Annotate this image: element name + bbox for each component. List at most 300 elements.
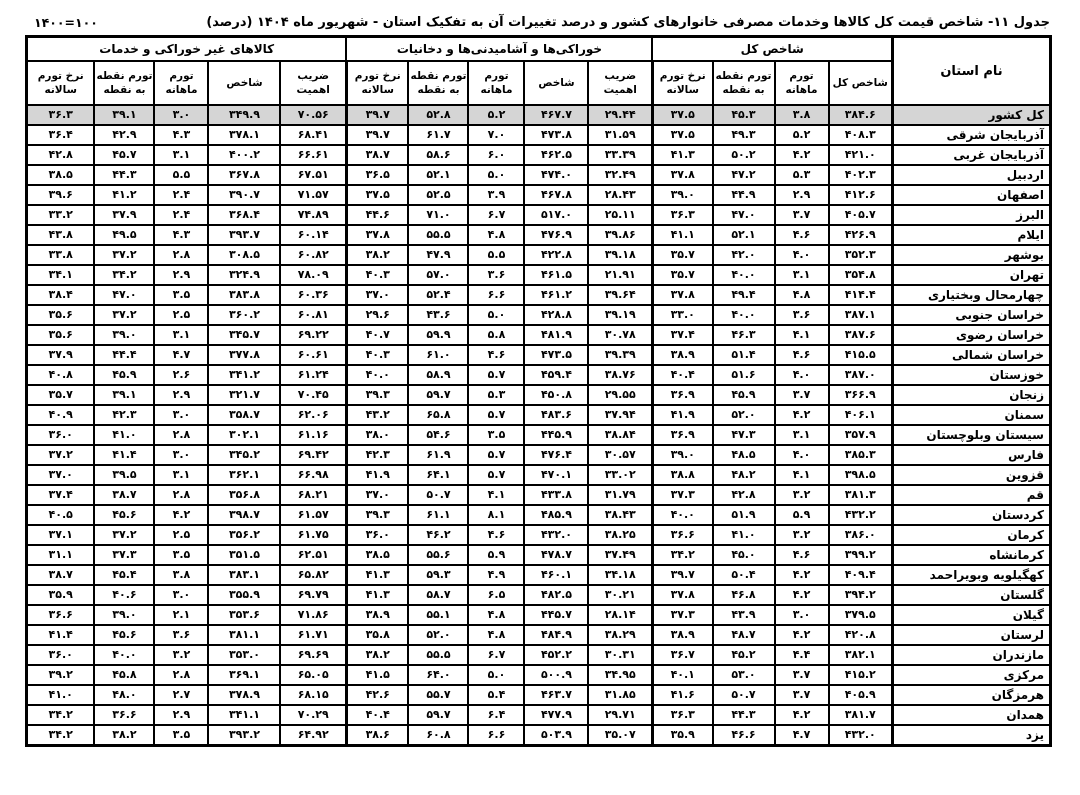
cell-total-annual: ۴۱.۱ <box>652 225 712 245</box>
cell-nonfood-weight: ۶۶.۶۱ <box>280 145 346 165</box>
cell-food-monthly: ۵.۲ <box>468 105 524 125</box>
cell-food-annual: ۳۹.۳ <box>346 385 408 405</box>
cell-total-index: ۳۵۴.۸ <box>829 265 893 285</box>
cell-food-p2p: ۴۶.۲ <box>408 525 468 545</box>
cell-food-index: ۴۵۰.۸ <box>524 385 588 405</box>
table-row <box>26 465 1050 485</box>
province-column-header: نام استان <box>893 37 1051 106</box>
cell-food-p2p: ۵۹.۷ <box>408 705 468 725</box>
cell-nonfood-monthly: ۲.۸ <box>154 665 208 685</box>
cell-food-monthly: ۸.۱ <box>468 505 524 525</box>
cell-total-p2p: ۴۴.۳ <box>713 705 775 725</box>
cell-total-index: ۳۸۴.۶ <box>829 105 893 125</box>
cell-nonfood-annual: ۳۶.۳ <box>26 105 94 125</box>
cell-food-index: ۴۷۴.۰ <box>524 165 588 185</box>
cell-food-annual: ۴۲.۶ <box>346 685 408 705</box>
cell-food-annual: ۳۶.۰ <box>346 525 408 545</box>
cell-food-monthly: ۵.۰ <box>468 305 524 325</box>
cell-total-p2p: ۵۰.۷ <box>713 685 775 705</box>
cell-total-index: ۳۹۴.۲ <box>829 585 893 605</box>
cell-food-weight: ۳۹.۱۸ <box>588 245 652 265</box>
cell-nonfood-monthly: ۵.۵ <box>154 165 208 185</box>
cell-total-p2p: ۴۷.۰ <box>713 205 775 225</box>
cell-nonfood-annual: ۳۷.۲ <box>26 445 94 465</box>
cell-total-monthly: ۵.۹ <box>775 505 829 525</box>
table-row <box>26 485 1050 505</box>
col-header-line1: تورم نقطه <box>96 69 153 82</box>
cell-food-p2p: ۵۸.۷ <box>408 585 468 605</box>
cell-food-weight: ۲۹.۴۴ <box>588 105 652 125</box>
cell-food-index: ۴۴۵.۷ <box>524 605 588 625</box>
cell-nonfood-annual: ۳۷.۹ <box>26 345 94 365</box>
cell-total-index: ۴۰۵.۷ <box>829 205 893 225</box>
cell-food-index: ۴۷۰.۱ <box>524 465 588 485</box>
cell-nonfood-weight: ۶۰.۶۱ <box>280 345 346 365</box>
cell-nonfood-annual: ۳۸.۴ <box>26 285 94 305</box>
cell-nonfood-weight: ۶۷.۵۱ <box>280 165 346 185</box>
table-row <box>26 545 1050 565</box>
cell-nonfood-monthly: ۳.۱ <box>154 465 208 485</box>
table-row <box>26 445 1050 465</box>
cell-nonfood-monthly: ۲.۶ <box>154 365 208 385</box>
cell-food-monthly: ۵.۵ <box>468 245 524 265</box>
cell-nonfood-annual: ۳۷.۰ <box>26 465 94 485</box>
col-header-0-3 <box>652 61 712 105</box>
cell-food-p2p: ۵۲.۸ <box>408 105 468 125</box>
cell-nonfood-index: ۳۸۱.۱ <box>208 625 280 645</box>
cell-food-weight: ۳۹.۸۶ <box>588 225 652 245</box>
cell-total-monthly: ۳.۸ <box>775 105 829 125</box>
cell-nonfood-monthly: ۲.۹ <box>154 705 208 725</box>
cell-food-monthly: ۵.۹ <box>468 545 524 565</box>
cell-nonfood-monthly: ۳.۵ <box>154 545 208 565</box>
province-name: کهگیلویه وبویراحمد <box>893 565 1051 585</box>
cell-nonfood-p2p: ۴۵.۶ <box>94 505 154 525</box>
cell-total-index: ۴۱۵.۵ <box>829 345 893 365</box>
col-header-line2: سالانه <box>361 84 394 96</box>
cell-food-weight: ۳۹.۶۴ <box>588 285 652 305</box>
cell-food-annual: ۴۳.۲ <box>346 405 408 425</box>
cell-food-monthly: ۴.۸ <box>468 225 524 245</box>
cell-food-annual: ۲۹.۶ <box>346 305 408 325</box>
cell-food-p2p: ۵۲.۵ <box>408 185 468 205</box>
cell-food-p2p: ۵۹.۷ <box>408 385 468 405</box>
cell-total-annual: ۳۸.۸ <box>652 465 712 485</box>
cell-food-annual: ۴۰.۰ <box>346 365 408 385</box>
cell-nonfood-monthly: ۳.۰ <box>154 105 208 125</box>
cell-total-p2p: ۴۵.۹ <box>713 385 775 405</box>
cell-food-p2p: ۵۹.۹ <box>408 325 468 345</box>
cell-food-weight: ۳۳.۳۹ <box>588 145 652 165</box>
table-row <box>26 605 1050 625</box>
province-name: البرز <box>893 205 1051 225</box>
cell-nonfood-annual: ۴۰.۸ <box>26 365 94 385</box>
cell-nonfood-p2p: ۳۹.۰ <box>94 325 154 345</box>
cell-nonfood-monthly: ۳.۱ <box>154 325 208 345</box>
cell-nonfood-weight: ۶۴.۹۲ <box>280 725 346 746</box>
cell-nonfood-p2p: ۴۱.۰ <box>94 425 154 445</box>
cell-total-monthly: ۳.۱ <box>775 265 829 285</box>
cell-nonfood-weight: ۷۰.۲۹ <box>280 705 346 725</box>
province-name: فارس <box>893 445 1051 465</box>
cell-food-index: ۵۱۷.۰ <box>524 205 588 225</box>
col-header-line2: به نقطه <box>417 84 460 96</box>
cell-total-annual: ۳۵.۷ <box>652 245 712 265</box>
cell-food-weight: ۲۹.۵۵ <box>588 385 652 405</box>
cell-total-annual: ۳۹.۰ <box>652 445 712 465</box>
cell-food-annual: ۴۰.۴ <box>346 705 408 725</box>
cell-food-p2p: ۴۷.۹ <box>408 245 468 265</box>
cell-food-weight: ۳۷.۴۹ <box>588 545 652 565</box>
cell-nonfood-index: ۳۶۹.۱ <box>208 665 280 685</box>
cell-food-monthly: ۵.۷ <box>468 405 524 425</box>
table-row <box>26 285 1050 305</box>
cell-total-annual: ۳۶.۶ <box>652 525 712 545</box>
cell-food-p2p: ۵۲.۰ <box>408 625 468 645</box>
col-header-1-1 <box>524 61 588 105</box>
cell-nonfood-monthly: ۴.۳ <box>154 125 208 145</box>
cell-nonfood-annual: ۳۴.۲ <box>26 705 94 725</box>
cell-nonfood-p2p: ۴۵.۷ <box>94 145 154 165</box>
cell-nonfood-weight: ۶۰.۳۶ <box>280 285 346 305</box>
group-header-2: کالاهای غیر خوراکی و خدمات <box>26 37 346 62</box>
cell-nonfood-p2p: ۴۵.۴ <box>94 565 154 585</box>
cell-total-monthly: ۴.۲ <box>775 565 829 585</box>
col-header-2-0 <box>280 61 346 105</box>
province-name: قم <box>893 485 1051 505</box>
col-header-2-1 <box>208 61 280 105</box>
cell-nonfood-monthly: ۲.۵ <box>154 305 208 325</box>
cell-total-monthly: ۴.۰ <box>775 445 829 465</box>
cell-total-p2p: ۴۹.۴ <box>713 285 775 305</box>
cell-food-index: ۴۷۳.۵ <box>524 345 588 365</box>
cell-nonfood-monthly: ۲.۱ <box>154 605 208 625</box>
cell-nonfood-monthly: ۳.۱ <box>154 145 208 165</box>
cell-total-p2p: ۵۳.۰ <box>713 665 775 685</box>
cell-food-weight: ۳۰.۳۱ <box>588 645 652 665</box>
cell-food-weight: ۲۹.۷۱ <box>588 705 652 725</box>
cell-food-p2p: ۵۴.۶ <box>408 425 468 445</box>
cell-total-p2p: ۴۷.۲ <box>713 165 775 185</box>
cell-food-monthly: ۴.۶ <box>468 345 524 365</box>
cell-total-index: ۳۹۸.۵ <box>829 465 893 485</box>
cell-food-annual: ۴۰.۳ <box>346 345 408 365</box>
cell-nonfood-index: ۳۹۸.۷ <box>208 505 280 525</box>
table-row <box>26 525 1050 545</box>
cell-nonfood-monthly: ۳.۶ <box>154 625 208 645</box>
table-row <box>26 125 1050 145</box>
cell-food-weight: ۳۰.۲۱ <box>588 585 652 605</box>
cell-nonfood-annual: ۳۱.۱ <box>26 545 94 565</box>
cell-nonfood-index: ۳۹۳.۲ <box>208 725 280 746</box>
cell-total-monthly: ۳.۶ <box>775 305 829 325</box>
cell-total-index: ۴۱۲.۶ <box>829 185 893 205</box>
cell-nonfood-p2p: ۳۷.۲ <box>94 305 154 325</box>
cell-nonfood-p2p: ۴۱.۴ <box>94 445 154 465</box>
cell-nonfood-index: ۳۷۸.۹ <box>208 685 280 705</box>
cell-food-monthly: ۴.۸ <box>468 605 524 625</box>
cell-food-p2p: ۵۰.۷ <box>408 485 468 505</box>
cell-food-index: ۴۸۴.۹ <box>524 625 588 645</box>
cell-nonfood-monthly: ۲.۸ <box>154 245 208 265</box>
cell-nonfood-weight: ۷۰.۴۵ <box>280 385 346 405</box>
cell-total-index: ۳۸۱.۳ <box>829 485 893 505</box>
cell-total-index: ۳۸۱.۷ <box>829 705 893 725</box>
col-header-line1: تورم <box>169 69 194 82</box>
cell-nonfood-p2p: ۴۵.۸ <box>94 665 154 685</box>
cell-food-index: ۴۶۳.۷ <box>524 685 588 705</box>
cell-nonfood-p2p: ۴۲.۹ <box>94 125 154 145</box>
cell-food-weight: ۳۸.۸۴ <box>588 425 652 445</box>
cell-food-monthly: ۶.۶ <box>468 285 524 305</box>
cell-nonfood-p2p: ۴۴.۳ <box>94 165 154 185</box>
cell-food-weight: ۳۴.۱۸ <box>588 565 652 585</box>
cell-food-p2p: ۶۴.۰ <box>408 665 468 685</box>
cell-food-monthly: ۵.۷ <box>468 465 524 485</box>
cell-total-index: ۴۰۵.۹ <box>829 685 893 705</box>
col-header-line1: شاخص کل <box>832 76 888 89</box>
cell-nonfood-annual: ۴۱.۰ <box>26 685 94 705</box>
cell-total-monthly: ۴.۰ <box>775 365 829 385</box>
col-header-line2: ماهانه <box>785 84 818 96</box>
col-header-line2: سالانه <box>44 84 77 96</box>
cell-total-annual: ۳۵.۹ <box>652 725 712 746</box>
cell-nonfood-weight: ۶۱.۲۴ <box>280 365 346 385</box>
province-name: آذربایجان شرقی <box>893 125 1051 145</box>
province-name: خوزستان <box>893 365 1051 385</box>
cell-nonfood-monthly: ۳.۲ <box>154 645 208 665</box>
cell-food-weight: ۳۴.۹۵ <box>588 665 652 685</box>
cell-food-weight: ۳۸.۲۵ <box>588 525 652 545</box>
cell-total-annual: ۴۰.۱ <box>652 665 712 685</box>
cell-food-annual: ۳۸.۹ <box>346 605 408 625</box>
cell-total-annual: ۳۷.۵ <box>652 125 712 145</box>
cell-nonfood-weight: ۷۱.۵۷ <box>280 185 346 205</box>
cell-nonfood-p2p: ۴۵.۶ <box>94 625 154 645</box>
cell-food-annual: ۳۹.۷ <box>346 105 408 125</box>
province-name: همدان <box>893 705 1051 725</box>
cell-food-annual: ۴۱.۳ <box>346 565 408 585</box>
cell-food-weight: ۳۱.۷۹ <box>588 485 652 505</box>
cell-total-annual: ۴۰.۴ <box>652 365 712 385</box>
province-name: اردبیل <box>893 165 1051 185</box>
table-row <box>26 165 1050 185</box>
cell-nonfood-index: ۳۰۲.۱ <box>208 425 280 445</box>
cell-food-monthly: ۵.۷ <box>468 445 524 465</box>
cell-food-index: ۴۶۱.۲ <box>524 285 588 305</box>
province-name: سیستان وبلوچستان <box>893 425 1051 445</box>
cell-total-annual: ۳۸.۹ <box>652 345 712 365</box>
cell-total-annual: ۴۱.۶ <box>652 685 712 705</box>
cell-nonfood-weight: ۶۹.۴۲ <box>280 445 346 465</box>
cell-total-p2p: ۴۶.۶ <box>713 725 775 746</box>
cell-nonfood-monthly: ۲.۸ <box>154 485 208 505</box>
cell-total-monthly: ۴.۲ <box>775 145 829 165</box>
cell-nonfood-p2p: ۳۷.۲ <box>94 525 154 545</box>
cell-total-index: ۳۵۷.۹ <box>829 425 893 445</box>
cell-food-annual: ۳۸.۲ <box>346 645 408 665</box>
cell-nonfood-weight: ۶۹.۲۲ <box>280 325 346 345</box>
cell-nonfood-annual: ۳۶.۰ <box>26 425 94 445</box>
cell-food-monthly: ۵.۴ <box>468 685 524 705</box>
cell-nonfood-p2p: ۴۲.۳ <box>94 405 154 425</box>
province-name: چهارمحال وبختیاری <box>893 285 1051 305</box>
table-row <box>26 565 1050 585</box>
cell-food-index: ۴۷۳.۸ <box>524 125 588 145</box>
cell-nonfood-weight: ۷۴.۸۹ <box>280 205 346 225</box>
cell-total-index: ۴۰۸.۳ <box>829 125 893 145</box>
cell-nonfood-p2p: ۴۸.۰ <box>94 685 154 705</box>
cell-food-monthly: ۶.۶ <box>468 725 524 746</box>
cell-total-monthly: ۳.۲ <box>775 485 829 505</box>
cell-nonfood-monthly: ۳.۰ <box>154 585 208 605</box>
cell-nonfood-p2p: ۴۴.۴ <box>94 345 154 365</box>
cell-total-index: ۳۸۷.۰ <box>829 365 893 385</box>
col-header-0-2 <box>713 61 775 105</box>
col-header-0-1 <box>775 61 829 105</box>
cell-nonfood-p2p: ۳۷.۹ <box>94 205 154 225</box>
cell-food-weight: ۳۸.۴۳ <box>588 505 652 525</box>
cell-nonfood-annual: ۳۶.۴ <box>26 125 94 145</box>
cell-nonfood-index: ۳۸۳.۸ <box>208 285 280 305</box>
cell-total-p2p: ۵۲.۱ <box>713 225 775 245</box>
cell-food-weight: ۳۸.۲۹ <box>588 625 652 645</box>
cell-nonfood-weight: ۶۵.۰۵ <box>280 665 346 685</box>
cell-food-index: ۴۵۲.۲ <box>524 645 588 665</box>
col-header-0-0 <box>829 61 893 105</box>
col-header-1-2 <box>468 61 524 105</box>
cell-nonfood-annual: ۳۹.۲ <box>26 665 94 685</box>
table-row <box>26 185 1050 205</box>
table-row <box>26 245 1050 265</box>
cell-food-p2p: ۵۵.۷ <box>408 685 468 705</box>
cell-total-index: ۳۸۶.۰ <box>829 525 893 545</box>
cell-food-monthly: ۶.۷ <box>468 205 524 225</box>
cell-food-monthly: ۶.۴ <box>468 705 524 725</box>
cell-nonfood-p2p: ۳۹.۱ <box>94 105 154 125</box>
cell-nonfood-weight: ۶۹.۷۹ <box>280 585 346 605</box>
cell-food-index: ۴۸۵.۹ <box>524 505 588 525</box>
province-name: آذربایجان غربی <box>893 145 1051 165</box>
col-header-line1: تورم نقطه <box>715 69 772 82</box>
cell-food-weight: ۲۱.۹۱ <box>588 265 652 285</box>
province-name: لرستان <box>893 625 1051 645</box>
cell-nonfood-annual: ۴۲.۸ <box>26 145 94 165</box>
cell-total-monthly: ۴.۰ <box>775 245 829 265</box>
province-name: قزوین <box>893 465 1051 485</box>
cell-food-annual: ۳۸.۰ <box>346 425 408 445</box>
cell-total-p2p: ۴۵.۳ <box>713 105 775 125</box>
cell-total-p2p: ۴۸.۵ <box>713 445 775 465</box>
cell-food-annual: ۴۴.۶ <box>346 205 408 225</box>
col-header-2-2 <box>154 61 208 105</box>
cell-total-monthly: ۵.۲ <box>775 125 829 145</box>
col-header-line1: نرخ تورم <box>659 69 706 82</box>
col-header-1-4 <box>346 61 408 105</box>
cell-nonfood-monthly: ۴.۳ <box>154 225 208 245</box>
cell-total-monthly: ۴.۱ <box>775 325 829 345</box>
cell-nonfood-annual: ۴۱.۴ <box>26 625 94 645</box>
cell-total-monthly: ۴.۲ <box>775 585 829 605</box>
cell-food-monthly: ۴.۱ <box>468 485 524 505</box>
cell-food-monthly: ۳.۶ <box>468 265 524 285</box>
province-name: مازندران <box>893 645 1051 665</box>
table-row <box>26 425 1050 445</box>
cell-total-monthly: ۴.۲ <box>775 705 829 725</box>
cell-nonfood-index: ۴۰۰.۲ <box>208 145 280 165</box>
table-row <box>26 145 1050 165</box>
cell-total-annual: ۳۳.۰ <box>652 305 712 325</box>
cell-total-monthly: ۴.۶ <box>775 225 829 245</box>
cell-nonfood-index: ۳۷۸.۱ <box>208 125 280 145</box>
col-header-line1: شاخص <box>226 76 263 89</box>
cell-nonfood-index: ۳۵۸.۷ <box>208 405 280 425</box>
cell-total-p2p: ۵۲.۰ <box>713 405 775 425</box>
cell-total-annual: ۴۱.۹ <box>652 405 712 425</box>
cell-nonfood-index: ۳۶۲.۱ <box>208 465 280 485</box>
cell-nonfood-index: ۳۸۳.۱ <box>208 565 280 585</box>
table-row <box>26 505 1050 525</box>
cell-total-p2p: ۴۸.۲ <box>713 465 775 485</box>
province-name: هرمزگان <box>893 685 1051 705</box>
cell-total-p2p: ۴۳.۹ <box>713 605 775 625</box>
cell-nonfood-p2p: ۴۵.۹ <box>94 365 154 385</box>
cell-total-monthly: ۳.۷ <box>775 665 829 685</box>
cell-food-p2p: ۵۲.۴ <box>408 285 468 305</box>
cell-total-index: ۳۷۹.۵ <box>829 605 893 625</box>
cell-nonfood-annual: ۳۵.۷ <box>26 385 94 405</box>
cell-nonfood-index: ۳۹۳.۷ <box>208 225 280 245</box>
cell-food-weight: ۲۸.۴۳ <box>588 185 652 205</box>
cell-nonfood-p2p: ۳۹.۱ <box>94 385 154 405</box>
col-header-2-4 <box>26 61 94 105</box>
cell-total-p2p: ۴۷.۳ <box>713 425 775 445</box>
province-name: سمنان <box>893 405 1051 425</box>
cell-food-index: ۴۴۵.۹ <box>524 425 588 445</box>
cell-food-monthly: ۵.۳ <box>468 385 524 405</box>
cell-food-monthly: ۶.۵ <box>468 585 524 605</box>
cell-nonfood-index: ۳۴۵.۷ <box>208 325 280 345</box>
cell-total-monthly: ۳.۰ <box>775 605 829 625</box>
cell-total-p2p: ۴۸.۷ <box>713 625 775 645</box>
cell-food-annual: ۴۰.۷ <box>346 325 408 345</box>
cell-total-index: ۳۸۲.۱ <box>829 645 893 665</box>
cell-nonfood-index: ۳۵۱.۵ <box>208 545 280 565</box>
cell-food-monthly: ۳.۵ <box>468 425 524 445</box>
cell-food-index: ۴۲۸.۸ <box>524 305 588 325</box>
cell-food-monthly: ۵.۸ <box>468 325 524 345</box>
cell-food-monthly: ۴.۶ <box>468 525 524 545</box>
cell-nonfood-weight: ۶۲.۵۱ <box>280 545 346 565</box>
cell-nonfood-weight: ۶۰.۸۲ <box>280 245 346 265</box>
province-name: تهران <box>893 265 1051 285</box>
cell-food-annual: ۳۵.۸ <box>346 625 408 645</box>
col-header-line2: اهمیت <box>296 84 330 96</box>
cell-nonfood-annual: ۳۶.۰ <box>26 645 94 665</box>
cell-nonfood-p2p: ۴۷.۰ <box>94 285 154 305</box>
province-name: خراسان رضوی <box>893 325 1051 345</box>
table-row <box>26 265 1050 285</box>
cell-total-annual: ۳۷.۳ <box>652 485 712 505</box>
cell-nonfood-monthly: ۴.۲ <box>154 505 208 525</box>
col-header-line1: ضریب <box>297 69 330 82</box>
cell-food-annual: ۳۸.۲ <box>346 245 408 265</box>
cell-food-weight: ۳۱.۵۹ <box>588 125 652 145</box>
cell-food-index: ۴۸۳.۶ <box>524 405 588 425</box>
province-name: کرمان <box>893 525 1051 545</box>
cell-food-p2p: ۷۱.۰ <box>408 205 468 225</box>
cell-nonfood-index: ۳۵۶.۸ <box>208 485 280 505</box>
